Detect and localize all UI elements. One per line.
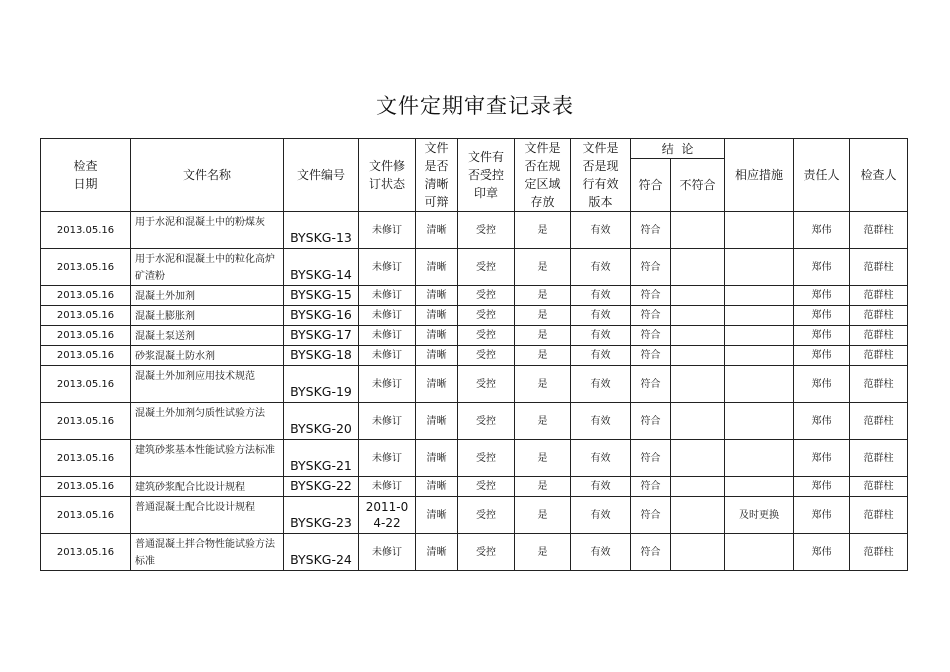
cell-file-no: BYSKG-17	[284, 326, 359, 346]
cell-file-name: 混凝土外加剂应用技术规范	[131, 366, 284, 403]
cell-controlled: 受控	[458, 440, 515, 477]
cell-legible: 清晰	[416, 326, 458, 346]
header-inspector: 检查人	[850, 139, 908, 212]
cell-inspector: 范群柱	[850, 249, 908, 286]
cell-nonconform	[671, 346, 725, 366]
cell-file-no: BYSKG-18	[284, 346, 359, 366]
cell-controlled: 受控	[458, 534, 515, 571]
cell-valid: 有效	[571, 477, 631, 497]
cell-file-no: BYSKG-20	[284, 403, 359, 440]
cell-measures	[725, 286, 794, 306]
cell-stored: 是	[515, 403, 571, 440]
cell-file-name: 混凝土膨胀剂	[131, 306, 284, 326]
cell-conform: 符合	[631, 534, 671, 571]
cell-responsible: 郑伟	[794, 286, 850, 306]
cell-revision-status: 未修订	[359, 440, 416, 477]
cell-file-no: BYSKG-13	[284, 212, 359, 249]
cell-nonconform	[671, 497, 725, 534]
cell-revision-status: 未修订	[359, 326, 416, 346]
cell-nonconform	[671, 477, 725, 497]
cell-date: 2013.05.16	[41, 534, 131, 571]
cell-inspector: 范群柱	[850, 534, 908, 571]
cell-valid: 有效	[571, 346, 631, 366]
cell-valid: 有效	[571, 286, 631, 306]
cell-date: 2013.05.16	[41, 286, 131, 306]
cell-controlled: 受控	[458, 326, 515, 346]
cell-responsible: 郑伟	[794, 326, 850, 346]
cell-date: 2013.05.16	[41, 366, 131, 403]
cell-stored: 是	[515, 346, 571, 366]
cell-date: 2013.05.16	[41, 403, 131, 440]
table-row	[41, 440, 908, 477]
header-conform: 符合	[631, 159, 671, 212]
cell-inspector: 范群柱	[850, 440, 908, 477]
cell-measures	[725, 403, 794, 440]
cell-measures	[725, 306, 794, 326]
cell-controlled: 受控	[458, 212, 515, 249]
table-row	[41, 212, 908, 249]
cell-file-no: BYSKG-24	[284, 534, 359, 571]
cell-legible: 清晰	[416, 440, 458, 477]
cell-inspector: 范群柱	[850, 212, 908, 249]
table-row	[41, 306, 908, 326]
cell-inspector: 范群柱	[850, 497, 908, 534]
cell-responsible: 郑伟	[794, 497, 850, 534]
cell-revision-status: 未修订	[359, 286, 416, 306]
cell-date: 2013.05.16	[41, 440, 131, 477]
cell-valid: 有效	[571, 249, 631, 286]
cell-conform: 符合	[631, 403, 671, 440]
table-row	[41, 286, 908, 306]
cell-nonconform	[671, 403, 725, 440]
cell-legible: 清晰	[416, 286, 458, 306]
cell-legible: 清晰	[416, 403, 458, 440]
cell-date: 2013.05.16	[41, 326, 131, 346]
cell-conform: 符合	[631, 286, 671, 306]
cell-responsible: 郑伟	[794, 534, 850, 571]
cell-measures: 及时更换	[725, 497, 794, 534]
cell-stored: 是	[515, 326, 571, 346]
cell-responsible: 郑伟	[794, 212, 850, 249]
cell-measures	[725, 440, 794, 477]
cell-nonconform	[671, 534, 725, 571]
cell-inspector: 范群柱	[850, 477, 908, 497]
cell-revision-status: 未修订	[359, 534, 416, 571]
cell-valid: 有效	[571, 497, 631, 534]
cell-revision-status: 未修订	[359, 306, 416, 326]
cell-file-name: 混凝土外加剂	[131, 286, 284, 306]
header-legible: 文件 是否 清晰 可辩	[416, 139, 458, 212]
cell-valid: 有效	[571, 326, 631, 346]
cell-controlled: 受控	[458, 497, 515, 534]
cell-controlled: 受控	[458, 403, 515, 440]
cell-conform: 符合	[631, 440, 671, 477]
cell-measures	[725, 326, 794, 346]
cell-conform: 符合	[631, 346, 671, 366]
cell-conform: 符合	[631, 477, 671, 497]
table-row	[41, 403, 908, 440]
review-record-table	[40, 138, 908, 571]
cell-file-name: 砂浆混凝土防水剂	[131, 346, 284, 366]
cell-file-no: BYSKG-19	[284, 366, 359, 403]
cell-inspector: 范群柱	[850, 403, 908, 440]
cell-date: 2013.05.16	[41, 249, 131, 286]
cell-date: 2013.05.16	[41, 477, 131, 497]
cell-controlled: 受控	[458, 286, 515, 306]
header-check-date: 检查 日期	[41, 139, 131, 212]
table-row	[41, 497, 908, 534]
cell-date: 2013.05.16	[41, 306, 131, 326]
cell-date: 2013.05.16	[41, 212, 131, 249]
header-nonconform: 不符合	[671, 159, 725, 212]
cell-responsible: 郑伟	[794, 346, 850, 366]
table-row	[41, 534, 908, 571]
cell-valid: 有效	[571, 440, 631, 477]
cell-inspector: 范群柱	[850, 286, 908, 306]
cell-measures	[725, 366, 794, 403]
cell-legible: 清晰	[416, 212, 458, 249]
cell-file-no: BYSKG-16	[284, 306, 359, 326]
cell-nonconform	[671, 212, 725, 249]
cell-inspector: 范群柱	[850, 326, 908, 346]
cell-nonconform	[671, 286, 725, 306]
cell-responsible: 郑伟	[794, 403, 850, 440]
cell-nonconform	[671, 326, 725, 346]
cell-revision-status: 未修订	[359, 403, 416, 440]
table-row	[41, 346, 908, 366]
header-conclusion: 结 论	[631, 139, 725, 159]
cell-nonconform	[671, 249, 725, 286]
cell-measures	[725, 249, 794, 286]
cell-file-name: 普通混凝土拌合物性能试验方法标准	[131, 534, 284, 571]
cell-conform: 符合	[631, 497, 671, 534]
cell-valid: 有效	[571, 534, 631, 571]
cell-inspector: 范群柱	[850, 366, 908, 403]
cell-legible: 清晰	[416, 346, 458, 366]
cell-nonconform	[671, 306, 725, 326]
table-row	[41, 249, 908, 286]
cell-file-name: 用于水泥和混凝土中的粒化高炉矿渣粉	[131, 249, 284, 286]
cell-legible: 清晰	[416, 366, 458, 403]
cell-valid: 有效	[571, 366, 631, 403]
cell-date: 2013.05.16	[41, 497, 131, 534]
table-row	[41, 326, 908, 346]
cell-legible: 清晰	[416, 249, 458, 286]
cell-measures	[725, 477, 794, 497]
page-title: 文件定期审查记录表	[376, 94, 574, 118]
table-row	[41, 477, 908, 497]
cell-responsible: 郑伟	[794, 366, 850, 403]
cell-valid: 有效	[571, 403, 631, 440]
cell-file-no: BYSKG-15	[284, 286, 359, 306]
header-responsible: 责任人	[794, 139, 850, 212]
cell-stored: 是	[515, 249, 571, 286]
cell-revision-status: 未修订	[359, 249, 416, 286]
header-revision-status: 文件修 订状态	[359, 139, 416, 212]
header-stored: 文件是 否在规 定区域 存放	[515, 139, 571, 212]
cell-conform: 符合	[631, 366, 671, 403]
cell-legible: 清晰	[416, 477, 458, 497]
cell-conform: 符合	[631, 212, 671, 249]
cell-file-name: 普通混凝土配合比设计规程	[131, 497, 284, 534]
cell-file-no: BYSKG-14	[284, 249, 359, 286]
cell-controlled: 受控	[458, 306, 515, 326]
cell-stored: 是	[515, 534, 571, 571]
cell-revision-status: 2011-0 4-22	[359, 497, 416, 534]
cell-conform: 符合	[631, 249, 671, 286]
cell-inspector: 范群柱	[850, 306, 908, 326]
cell-legible: 清晰	[416, 534, 458, 571]
cell-controlled: 受控	[458, 477, 515, 497]
header-measures: 相应措施	[725, 139, 794, 212]
cell-date: 2013.05.16	[41, 346, 131, 366]
cell-valid: 有效	[571, 212, 631, 249]
cell-file-no: BYSKG-21	[284, 440, 359, 477]
header-file-no: 文件编号	[284, 139, 359, 212]
cell-stored: 是	[515, 212, 571, 249]
cell-revision-status: 未修订	[359, 346, 416, 366]
cell-stored: 是	[515, 286, 571, 306]
cell-stored: 是	[515, 306, 571, 326]
cell-measures	[725, 346, 794, 366]
cell-revision-status: 未修订	[359, 477, 416, 497]
cell-nonconform	[671, 366, 725, 403]
cell-revision-status: 未修订	[359, 212, 416, 249]
cell-revision-status: 未修订	[359, 366, 416, 403]
cell-inspector: 范群柱	[850, 346, 908, 366]
cell-file-name: 混凝土外加剂匀质性试验方法	[131, 403, 284, 440]
table-row	[41, 366, 908, 403]
cell-file-name: 建筑砂浆基本性能试验方法标准	[131, 440, 284, 477]
cell-nonconform	[671, 440, 725, 477]
cell-stored: 是	[515, 366, 571, 403]
cell-responsible: 郑伟	[794, 440, 850, 477]
cell-controlled: 受控	[458, 249, 515, 286]
cell-stored: 是	[515, 440, 571, 477]
cell-legible: 清晰	[416, 306, 458, 326]
cell-measures	[725, 534, 794, 571]
cell-conform: 符合	[631, 326, 671, 346]
cell-valid: 有效	[571, 306, 631, 326]
cell-stored: 是	[515, 477, 571, 497]
cell-file-name: 混凝土泵送剂	[131, 326, 284, 346]
header-controlled: 文件有 否受控 印章	[458, 139, 515, 212]
cell-stored: 是	[515, 497, 571, 534]
cell-controlled: 受控	[458, 346, 515, 366]
cell-responsible: 郑伟	[794, 249, 850, 286]
cell-conform: 符合	[631, 306, 671, 326]
cell-controlled: 受控	[458, 366, 515, 403]
cell-file-name: 用于水泥和混凝土中的粉煤灰	[131, 212, 284, 249]
cell-file-no: BYSKG-23	[284, 497, 359, 534]
cell-measures	[725, 212, 794, 249]
cell-responsible: 郑伟	[794, 306, 850, 326]
cell-responsible: 郑伟	[794, 477, 850, 497]
cell-file-no: BYSKG-22	[284, 477, 359, 497]
cell-file-name: 建筑砂浆配合比设计规程	[131, 477, 284, 497]
cell-legible: 清晰	[416, 497, 458, 534]
header-file-name: 文件名称	[131, 139, 284, 212]
header-valid: 文件是 否是现 行有效 版本	[571, 139, 631, 212]
